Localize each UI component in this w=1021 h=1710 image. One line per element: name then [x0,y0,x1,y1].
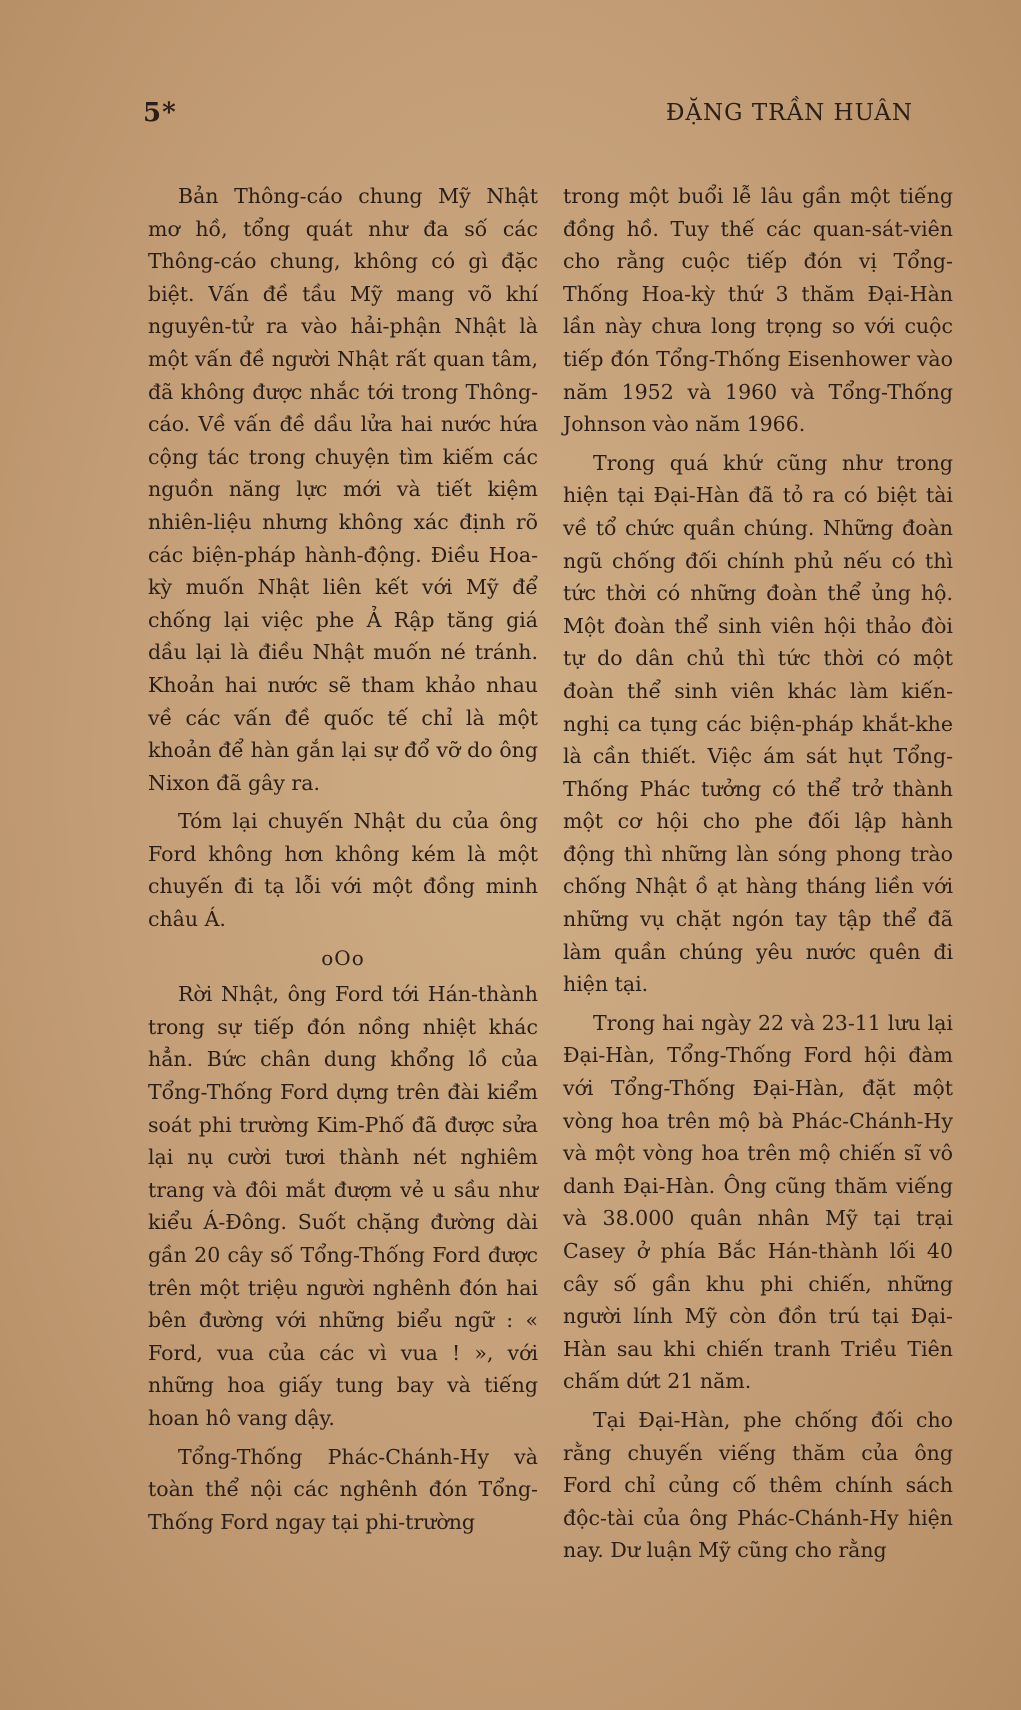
left-column [148,180,538,1544]
page-number: 5* [143,98,177,128]
paragraph: Trong quá khứ cũng như trong hiện tại Đại-Hàn đã tỏ ra có biệt tài về tổ chức quần chúng. Những đoàn ngũ chống đối chính phủ nếu có thì tức thời có những đoàn thể ủng hộ. Một đoàn thể sinh viên hội thảo đòi tự do dân chủ thì tức thời có một đoàn thể sinh viên khác làm kiến-nghị ca tụng các biện-pháp khắt-khe là cần thiết. Việc ám sát hụt Tổng-Thống Phác tưởng có thể trở thành một cơ hội cho phe đối lập hành động thì những làn sóng phong trào chống Nhật ồ ạt hàng tháng liền với những vụ chặt ngón tay tập thể đã làm quần chúng yêu nước quên đi hiện tại. [563,450,953,997]
paragraph: Tổng-Thống Phác-Chánh-Hy và toàn thể nội các nghênh đón Tổng-Thống Ford ngay tại phi-trường [148,1444,538,1534]
paragraph: Tóm lại chuyến Nhật du của ông Ford không hơn không kém là một chuyến đi tạ lỗi với một đồng minh châu Á. [148,809,538,932]
paragraph: Bản Thông-cáo chung Mỹ Nhật mơ hồ, tổng quát như đa số các Thông-cáo chung, không có gì đặc biệt. Vấn đề tầu Mỹ mang võ khí nguyên-tử ra vào hải-phận Nhật là một vấn đề người Nhật rất quan tâm, đã không được nhắc tới trong Thông-cáo. Về vấn đề dầu lửa hai nước hứa cộng tác trong chuyện tìm kiếm các nguồn năng lực mới và tiết kiệm nhiên-liệu nhưng không xác định rõ các biện-pháp hành-động. Điều Hoa-kỳ muốn Nhật liên kết với Mỹ để chống lại việc phe Ả Rập tăng giá dầu lại là điều Nhật muốn né tránh. Khoản hai nước sẽ tham khảo nhau về các vấn đề quốc tế chỉ là một khoản để hàn gắn lại sự đổ vỡ do ông Nixon đã gây ra. [148,184,538,795]
running-header: ĐẶNG TRẦN HUÂN [665,100,913,126]
paragraph: Trong hai ngày 22 và 23-11 lưu lại Đại-Hàn, Tổng-Thống Ford hội đàm với Tổng-Thống Đại-Hàn, đặt một vòng hoa trên mộ bà Phác-Chánh-Hy và một vòng hoa trên mộ chiến sĩ vô danh Đại-Hàn. Ông cũng thăm viếng và 38.000 quân nhân Mỹ tại trại Casey ở phía Bắc Hán-thành lối 40 cây số gần khu phi chiến, những người lính Mỹ còn đồn trú tại Đại-Hàn sau khi chiến tranh Triều Tiên chấm dứt 21 năm. [563,1010,953,1394]
paragraph: Rời Nhật, ông Ford tới Hán-thành trong sự tiếp đón nồng nhiệt khác hẳn. Bức chân dung khổng lồ của Tổng-Thống Ford dựng trên đài kiểm soát phi trường Kim-Phố đã được sửa lại nụ cười tươi thành nét nghiêm trang và đôi mắt đượm vẻ u sầu như kiểu Á-Đông. Suốt chặng đường dài gần 20 cây số Tổng-Thống Ford được trên một triệu người nghênh đón hai bên đường với những biểu ngữ : « Ford, vua của các vì vua ! », với những hoa giấy tung bay và tiếng hoan hô vang dậy. [148,982,538,1430]
paragraph: Tại Đại-Hàn, phe chống đối cho rằng chuyến viếng thăm của ông Ford chỉ củng cố thêm chính sách độc-tài của ông Phác-Chánh-Hy hiện nay. Dư luận Mỹ cũng cho rằng [563,1407,953,1563]
right-column [563,180,953,1573]
section-separator: oOo [321,945,365,970]
paragraph: trong một buổi lễ lâu gần một tiếng đồng hồ. Tuy thế các quan-sát-viên cho rằng cuộc tiếp đón vị Tổng-Thống Hoa-kỳ thứ 3 thăm Đại-Hàn lần này chưa long trọng so với cuộc tiếp đón Tổng-Thống Eisenhower vào năm 1952 và 1960 và Tổng-Thống Johnson vào năm 1966. [563,184,953,437]
